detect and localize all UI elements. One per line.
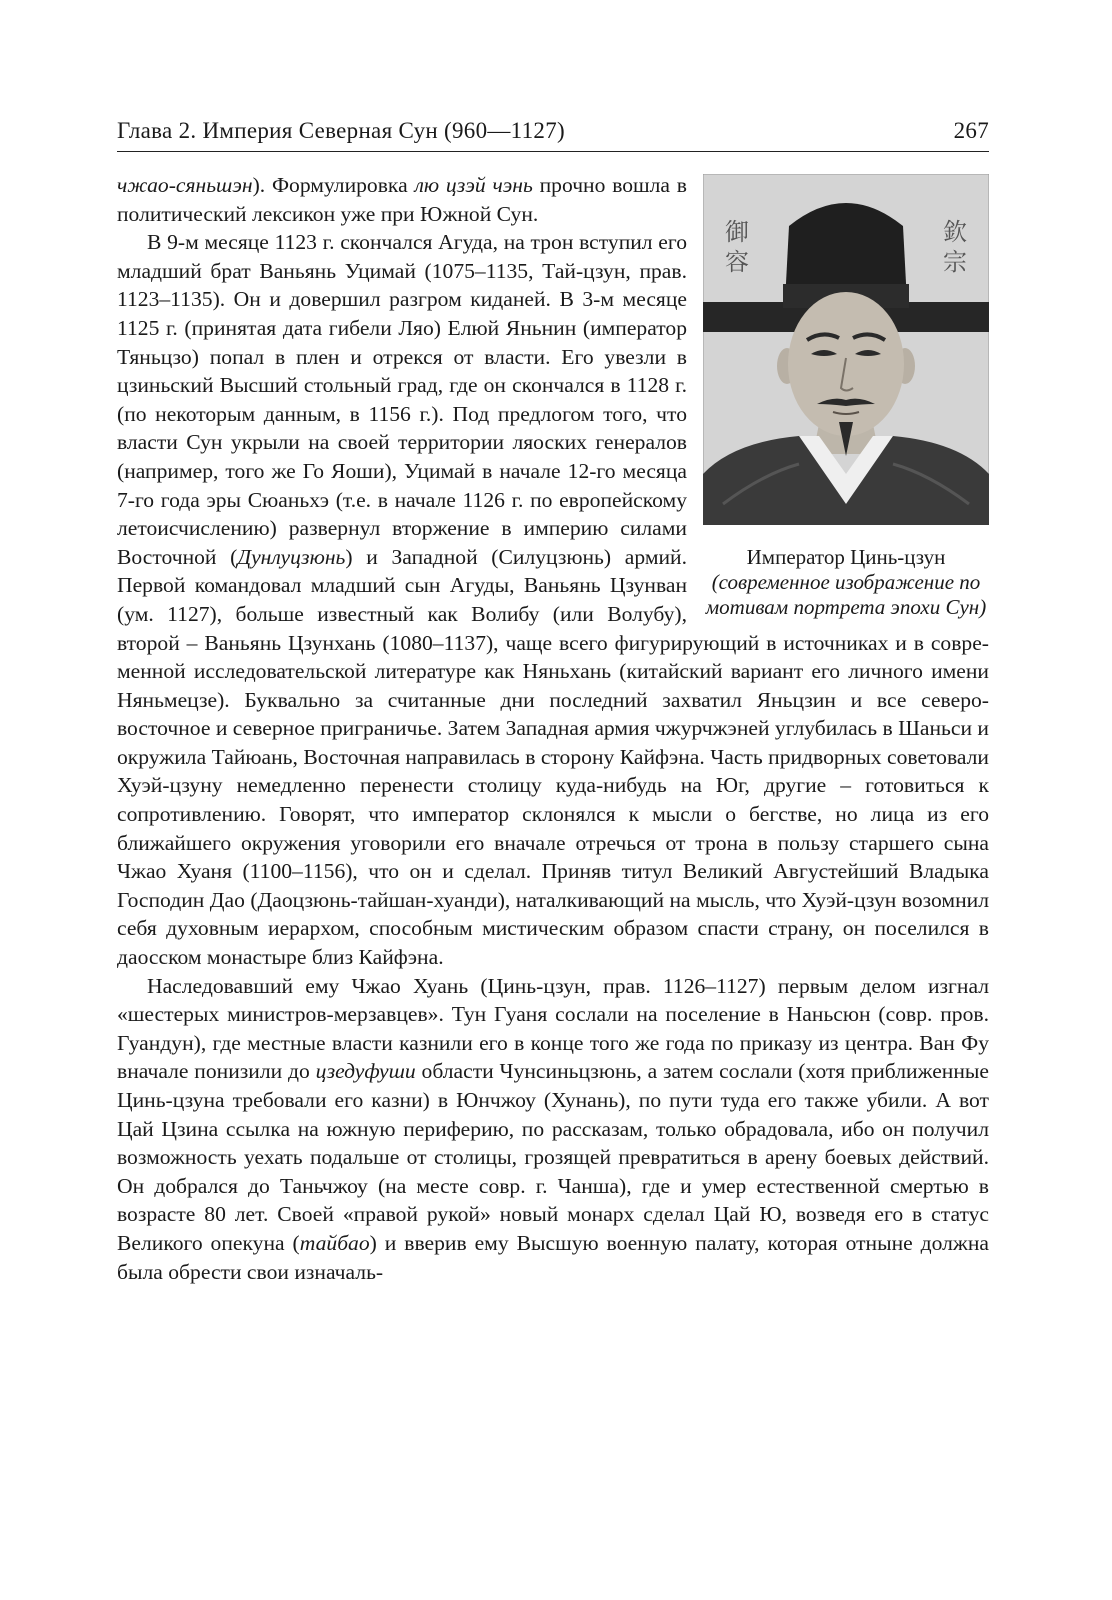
paragraph-3: Наследовавший ему Чжао Хуань (Цинь-цзун, прав. 1126–1127) первым делом изгнал «шестерых министров-мерзавцев». Тун Гуаня сослали на поселение в Наньсюн (совр. пров. Гуандун), где местные власти казнили его в конце того же года по приказу из центра. Ван Фу вначале понизили до цзедуфуши области Чунсиньцзюнь, а затем сослали (хотя приближенные Цинь-цзуна требовали его казни) в Юнчжоу (Хунань), по пути туда его также убили. А вот Цай Цзина ссылка на южную периферию, по рассказам, только обрадовала, ибо он получил возможность уехать подальше от столицы, грозящей превратиться в арену боевых действий. Он добрался до Таньчжоу (на месте совр. г. Чанша), где и умер естественной смертью в возрасте 80 лет. Своей «правой рукой» новый монарх сделал Цай Ю, возведя его в статус Великого опекуна (тайбао) и вверив ему Высшую военную палату, которая отныне должна была обрести свои изначаль-	[117, 973, 990, 1284]
page-header	[117, 118, 989, 152]
term-tszedufushi: цзедуфуши	[315, 1059, 416, 1084]
term-taibao: тайбао	[299, 1230, 370, 1255]
body-text	[117, 171, 989, 1286]
running-title: Глава 2. Империя Северная Сун (960—1127)	[117, 118, 565, 143]
term-liu-zei-chen: лю цзэй чэнь	[414, 173, 533, 197]
image-glyph-left-2: 容	[725, 248, 749, 276]
paragraph-2: В 9-м месяце 1123 г. скончался Агуда, на трон вступил его младший брат Ваньянь Уцимай (1075–1135, Тай-цзун, прав. 1123–1135). Он и довершил разгром киданей. В 3-м месяце 1125 г. (принятая дата гибели Ляо) Елюй Яньнин (император Тяньцзо) попал в плен и отрекся от власти. Его увезли в цзиньский Высший стольный град, где он скончался в 1128 г. (по некоторым данным, в 1156 г.). Под предлогом того, что власти Сун укрыли на своей территории ляоских генералов (например, того же Го Яоши), Уцимай в начале 12-го месяца 7-го года эры Сюаньхэ (т.е. в начале 1126 г. по европейскому летоисчислению) развернул вторжение в империю силами Восточной (Дунлуцзюнь) и Западной (Силуцзюнь) армий. Первой командовал младший сын Агуды, Ваньянь Цзунван (ум. 1127), больше известный как Волибу (или Волубу), второй – Ваньянь Цзунхань (1080–1137), чаще всего фигурирующий в источниках и в современной исследовательской литературе как Няньхань (китайский вариант его личного имени Няньмецзе). Буквально за считанные дни последний захватил Яньцзин и все северо-восточное и северное приграничье. Затем Западная армия чжурчжэней углубилась в Шаньси и окружила Тайюань, Восточная направилась в сторону Кайфэна. Часть придворных советовали Хуэй-цзуну немедленно перенести столицу куда-нибудь на Юг, другие – готовиться к сопротивлению. Говорят, что император склонялся к мысли о бегстве, но лица из его ближайшего окружения уговорили его вначале отречься от трона в пользу старшего сына Чжао Хуаня (1100–1156), что он и сделал. Приняв титул Великий Августейший Владыка Господин Дао (Даоцзюнь-тайшан-хуанди), наталкивающий на мысль, что Хуэй-цзун возомнил себя духовным иерархом, способным мистическим образом спасти страну, он поселился в даосском монастыре близ Кайфэна.	[117, 230, 989, 970]
image-glyph-left-1: 御	[725, 218, 749, 246]
term-zhao-xiansheng: чжао-сяньшэн	[117, 173, 253, 197]
caption-subtitle: (современное изображение по мотивам портрета эпохи Сун)	[705, 570, 987, 619]
caption-title: Император Цинь-цзун	[746, 545, 946, 569]
paragraph-1: чжао-сяньшэн). Формулировка лю цзэй чэнь прочно вошла в политический лексикон уже при Южной Сун.	[117, 173, 687, 226]
portrait-figure	[703, 174, 989, 620]
term-dunluzun: Дунлуцзюнь	[237, 544, 346, 569]
page-number: 267	[953, 118, 989, 143]
image-glyph-right-2: 宗	[943, 248, 967, 276]
emperor-portrait-image	[703, 174, 989, 525]
figure-caption	[703, 545, 989, 620]
book-page	[117, 118, 989, 1286]
image-glyph-right-1: 欽	[943, 218, 967, 246]
